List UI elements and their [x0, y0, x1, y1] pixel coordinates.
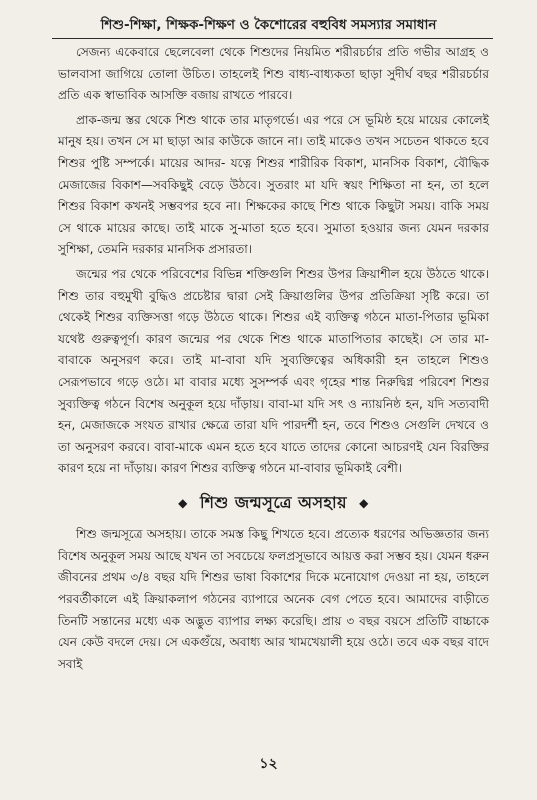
paragraph: প্রাক-জন্ম স্তর থেকে শিশু থাকে তার মাতৃগর্ভে। এর পরে সে ভূমিষ্ঠ হয়ে মায়ের কোলেই মানুষ হয়। তখন সে মা ছাড়া আর কাউকে জানে না। তাই মাকেও তখন সচেতন থাকতে হবে শিশুর পুষ্টি সম্পর্কে। মায়ের আদর- যত্নে শিশুর শারীরিক বিকাশ, মানসিক বিকাশ, বৌদ্ধিক মেজাজের বিকাশ—সবকিছুই বেড়ে উঠবে। সুতরাং মা যদি স্বয়ং শিক্ষিতা না হন, তা হলে শিশুর বিকাশ কখনই সম্ভবপর হবে না। শিক্ষকের কাছে শিশু থাকে কিছুটা সময়। বাকি সময় সে থাকে মায়ের কাছে। তাই মাকে সু-মাতা হতে হবে। সুমাতা হওয়ার জন্য যেমন দরকার সুশিক্ষা, তেমনি দরকার মানসিক প্রসারতা। [58, 112, 489, 257]
page-body [58, 42, 489, 678]
diamond-icon: ◆ [359, 495, 369, 510]
header-rule [52, 38, 493, 39]
running-header: শিশু-শিক্ষা, শিক্ষক-শিক্ষণ ও কৈশোরের বহুবিধ সমস্যার সমাধান [100, 17, 437, 33]
paragraph: সেজন্য একেবারে ছেলেবেলা থেকে শিশুদের নিয়মিত শরীরচর্চার প্রতি গভীর আগ্রহ ও ভালবাসা জাগিয়ে তোলা উচিত। তাহলেই শিশু বাধ্য-বাধ্যকতা ছাড়া সুদীর্ঘ বছর শরীরচর্চার প্রতি এক স্বাভাবিক আসক্তি বজায় রাখতে পারবে। [58, 45, 489, 103]
diamond-icon: ◆ [178, 495, 188, 510]
paragraph: শিশু জন্মসূত্রে অসহায়। তাকে সমস্ত কিছু শিখতে হবে। প্রত্যেক ধরণের অভিজ্ঞতার জন্য বিশেষ অনুকূল সময় আছে যখন তা সবচেয়ে ফলপ্রসূভাবে আয়ত্ত করা সম্ভব হয়। যেমন ধরুন জীবনের প্রথম ৩/৪ বছর যদি শিশুর ভাষা বিকাশের দিকে মনোযোগ দেওয়া না হয়, তাহলে পরবর্তীকালে এই ক্রিয়াকলাপ গঠনের ব্যাপারে অনেক বেগ পেতে হবে। আমাদের বাড়ীতে তিনটি সন্তানের মধ্যে এক অদ্ভুত ব্যাপার লক্ষ্য করেছি। প্রায় ৩ বছর বয়সে প্রতিটি বাচ্চাকে যেন কেউ বদলে দেয়। সে একগুঁয়ে, অবাধ্য আর খামখেয়ালী হয়ে ওঠে। তবে এক বছর বাদে সবাই [58, 527, 489, 671]
page-number: ১২ [259, 756, 278, 772]
section-heading [58, 492, 489, 514]
section-title: শিশু জন্মসূত্রে অসহায় [199, 492, 348, 512]
paragraph: জন্মের পর থেকে পরিবেশের বিভিন্ন শক্তিগুলি শিশুর উপর ক্রিয়াশীল হয়ে উঠতে থাকে। শিশু তার বহুমুখী বুদ্ধিও প্রচেষ্টার দ্বারা সেই ক্রিয়াগুলির উপর প্রতিক্রিয়া সৃষ্টি করে। তা থেকেই শিশুর ব্যক্তিসত্তা গড়ে উঠতে থাকে। শিশুর এই ব্যক্তিত্ব গঠনে মাতা-পিতার ভূমিকা যথেষ্ট গুরুত্বপূর্ণ। কারণ জন্মের পর থেকে শিশু থাকে মাতাপিতার কাছেই। সে তার মা-বাবাকে অনুসরণ করে। তাই মা-বাবা যদি সুব্যক্তিত্বের অধিকারী হন তাহলে শিশুও সেরূপভাবে গড়ে ওঠে। মা বাবার মধ্যে সুসম্পর্ক এবং গৃহের শান্ত নিরুদ্বিগ্ন পরিবেশ শিশুর সুব্যক্তিত্ব গঠনে বিশেষ অনুকূল হয়ে দাঁড়ায়। বাবা-মা যদি সৎ ও ন্যায়নিষ্ঠ হন, যদি সত্যবাদী হন, মেজাজকে সংযত রাখার ক্ষেত্রে তারা যদি পারদর্শী হন, তবে শিশুও সেগুলি দেখবে ও তা অনুসরণ করবে। বাবা-মাকে এমন হতে হবে যাতে তাদের কোনো আচরণই যেন বিরক্তির কারণ হয়ে না দাঁড়ায়। কারণ শিশুর ব্যক্তিত্ব গঠনে মা-বাবার ভূমিকাই বেশী। [58, 266, 489, 476]
